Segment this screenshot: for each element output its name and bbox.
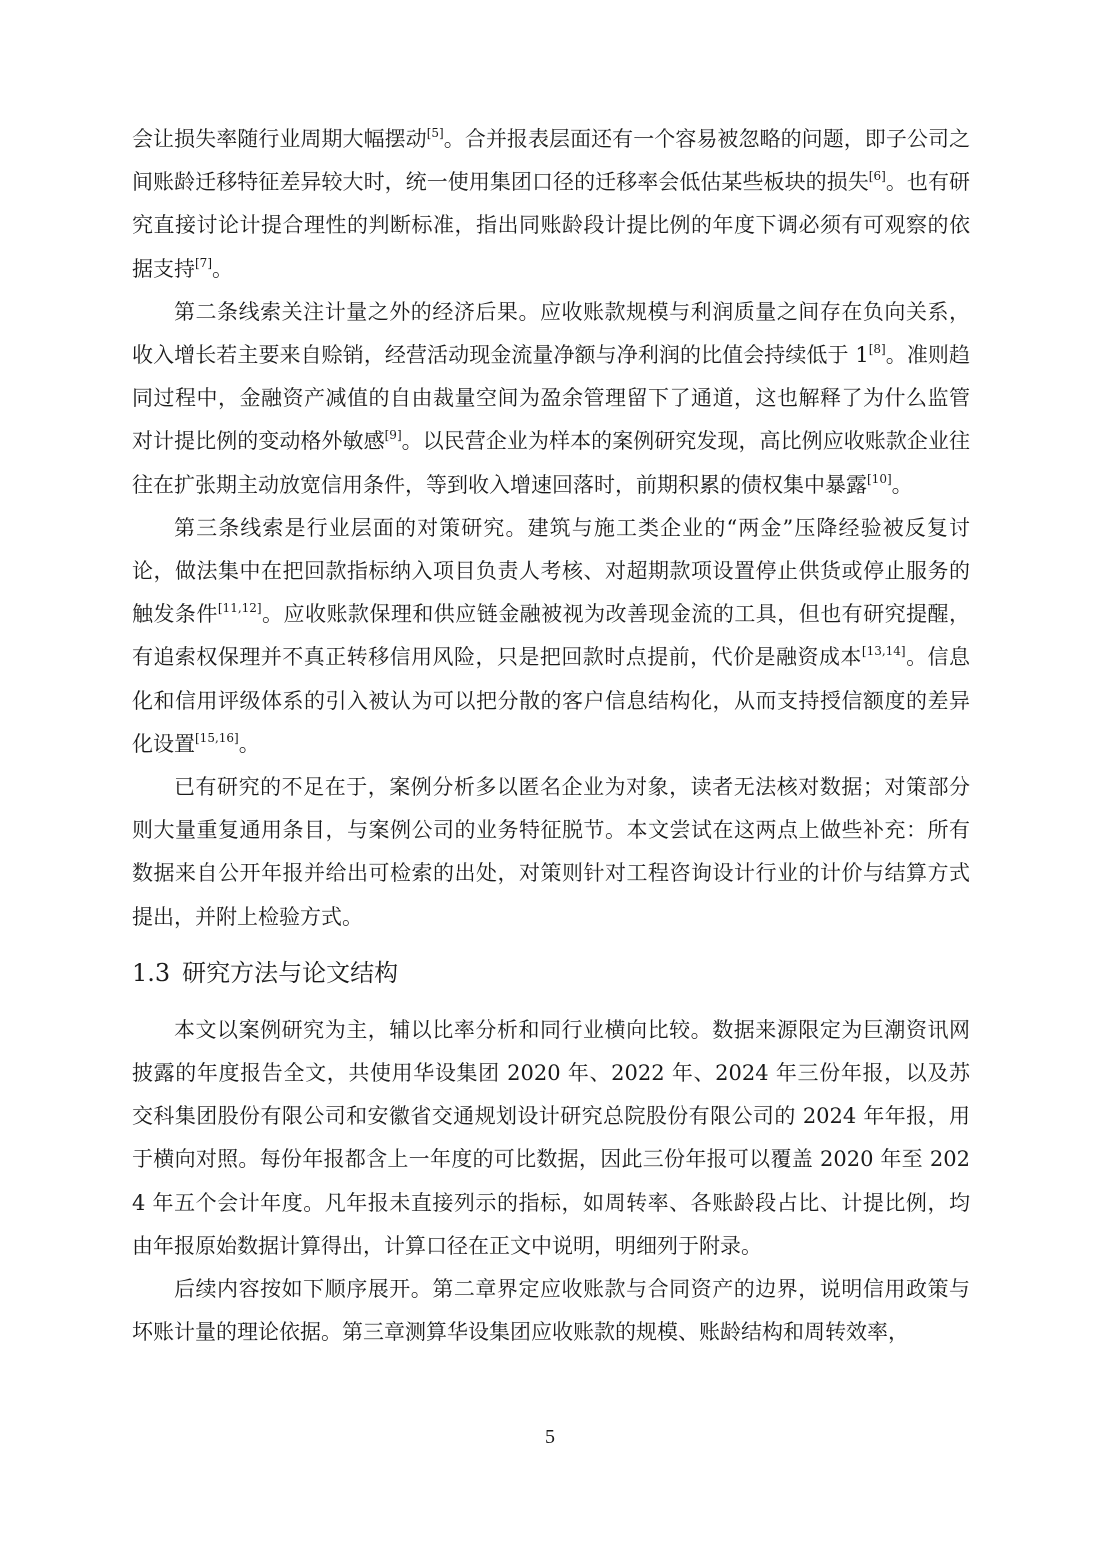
paragraph-text: 。信息化和信用评级体系的引入被认为可以把分散的客户信息结构化，从而支持授信额度的差异化设置	[132, 645, 971, 756]
paragraph-text: 。	[238, 731, 260, 756]
paragraph-text: 本文以案例研究为主，辅以比率分析和同行业横向比较。数据来源限定为巨潮资讯网披露的年度报告全文，共使用华设集团 2020 年、2022 年、2024 年三份年报，以及苏交科集团股份有限公司和安徽省交通规划设计研究总院股份有限公司的 2024 年年报，用于横向对照。每份年报都含上一年度的可比数据，因此三份年报可以覆盖 2020 年至 2024 年五个会计年度。凡年报未直接列示的指标，如周转率、各账龄段占比、计提比例，均由年报原始数据计算得出，计算口径在正文中说明，明细列于附录。	[132, 1017, 970, 1258]
citation-marker: [15,16]	[195, 730, 239, 745]
body-text-before-section	[132, 118, 970, 939]
paragraph-text: 。也有研究直接讨论计提合理性的判断标准，指出同账龄段计提比例的年度下调必须有可观察的依据支持	[132, 170, 971, 281]
citation-marker: [6]	[868, 169, 886, 184]
paragraph	[132, 766, 970, 939]
section-number: 1.3	[132, 958, 171, 987]
paragraph-text: 。应收账款保理和供应链金融被视为改善现金流的工具，但也有研究提醒，有追索权保理并不真正转移信用风险，只是把回款时点提前，代价是融资成本	[132, 602, 971, 670]
paragraph-text: 。	[212, 256, 233, 281]
paragraph-text: 。准则趋同过程中，金融资产减值的自由裁量空间为盈余管理留下了通道，这也解释了为什么监管对计提比例的变动格外敏感	[132, 343, 970, 454]
paragraph	[132, 507, 970, 766]
paragraph	[132, 1268, 970, 1354]
paragraph-text: 。	[891, 472, 913, 497]
body-text-after-section	[132, 1009, 970, 1355]
citation-marker: [7]	[195, 255, 212, 270]
section-heading	[132, 951, 970, 995]
paragraph-text: 。以民营企业为样本的案例研究发现，高比例应收账款企业往往在扩张期主动放宽信用条件，等到收入增速回落时，前期积累的债权集中暴露	[132, 429, 971, 497]
paragraph-text: 已有研究的不足在于，案例分析多以匿名企业为对象，读者无法核对数据；对策部分则大量重复通用条目，与案例公司的业务特征脱节。本文尝试在这两点上做些补充：所有数据来自公开年报并给出可检索的出处，对策则针对工程咨询设计行业的计价与结算方式提出，并附上检验方式。	[132, 775, 970, 929]
section-title: 研究方法与论文结构	[182, 958, 399, 987]
paragraph-text: 第三条线索是行业层面的对策研究。建筑与施工类企业的“两金”压降经验被反复讨论，做法集中在把回款指标纳入项目负责人考核、对超期款项设置停止供货或停止服务的触发条件	[132, 515, 970, 627]
page-body	[132, 118, 970, 1354]
paragraph	[132, 118, 970, 291]
citation-marker: [11,12]	[217, 601, 262, 616]
citation-marker: [5]	[426, 126, 444, 140]
citation-marker: [10]	[867, 471, 892, 486]
paragraph	[132, 1009, 970, 1268]
paragraph-text: 。合并报表层面还有一个容易被忽略的问题，即子公司之间账龄迁移特征差异较大时，统一使用集团口径的迁移率会低估某些板块的损失	[132, 127, 970, 195]
citation-marker: [9]	[384, 428, 402, 443]
paragraph-text: 后续内容按如下顺序展开。第二章界定应收账款与合同资产的边界，说明信用政策与坏账计量的理论依据。第三章测算华设集团应收账款的规模、账龄结构和周转效率，	[132, 1277, 970, 1345]
paragraph	[132, 291, 970, 507]
paragraph-text: 会让损失率随行业周期大幅摆动	[132, 127, 427, 151]
page-number: 5	[545, 1426, 555, 1448]
paragraph-text: 第二条线索关注计量之外的经济后果。应收账款规模与利润质量之间存在负向关系，收入增长若主要来自赊销，经营活动现金流量净额与净利润的比值会持续低于 1	[132, 299, 970, 368]
citation-marker: [8]	[868, 342, 886, 357]
citation-marker: [13,14]	[861, 644, 906, 659]
